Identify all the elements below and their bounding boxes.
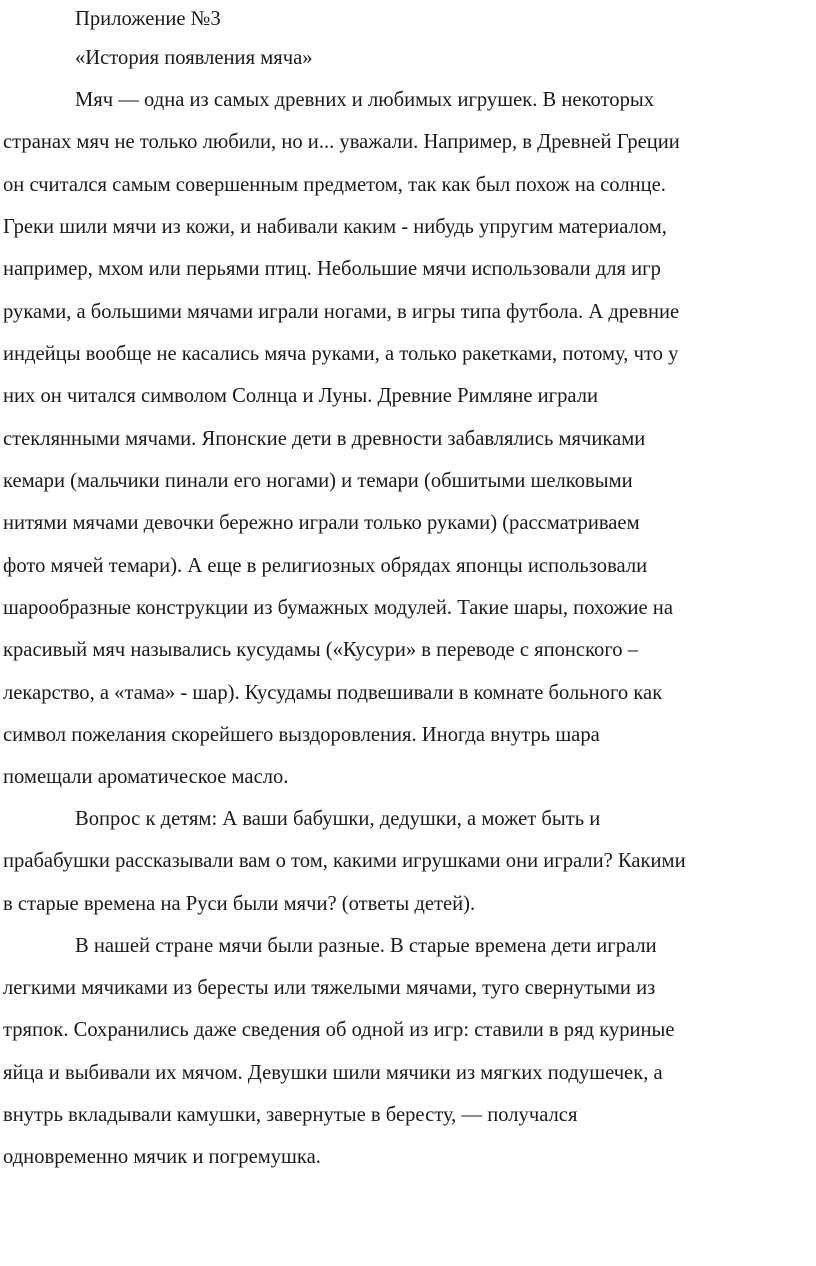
text-line: шарообразные конструкции из бумажных модулей. Такие шары, похожие на	[3, 597, 673, 619]
text-line: Греки шили мячи из кожи, и набивали каким - нибудь упругим материалом,	[3, 216, 667, 238]
text-line: фото мячей темари). А еще в религиозных обрядах японцы использовали	[3, 555, 648, 577]
text-line: стеклянными мячами. Японские дети в древности забавлялись мячиками	[3, 428, 646, 450]
text-line: тряпок. Сохранились даже сведения об одной из игр: ставили в ряд куриные	[3, 1019, 675, 1041]
text-line: нитями мячами девочки бережно играли только руками) (рассматриваем	[3, 512, 640, 534]
document-title: «История появления мяча»	[75, 47, 313, 69]
text-line: кемари (мальчики пинали его ногами) и темари (обшитыми шелковыми	[3, 470, 633, 492]
appendix-label: Приложение №3	[75, 8, 221, 30]
text-line: лекарство, а «тама» - шар). Кусудамы подвешивали в комнате больного как	[3, 682, 663, 704]
text-line: прабабушки рассказывали вам о том, какими игрушками они играли? Какими	[3, 850, 686, 872]
text-line: в старые времена на Руси были мячи? (ответы детей).	[3, 893, 476, 915]
text-line: яйца и выбивали их мячом. Девушки шили мячики из мягких подушечек, а	[3, 1062, 663, 1084]
text-line: индейцы вообще не касались мяча руками, а только ракетками, потому, что у	[3, 343, 679, 365]
text-line: В нашей стране мячи были разные. В старые времена дети играли	[75, 935, 657, 957]
text-line: странах мяч не только любили, но и... уважали. Например, в Древней Греции	[3, 131, 680, 153]
text-line: одновременно мячик и погремушка.	[3, 1146, 321, 1168]
text-line: внутрь вкладывали камушки, завернутые в бересту, — получался	[3, 1104, 578, 1126]
text-line: символ пожелания скорейшего выздоровления. Иногда внутрь шара	[3, 724, 600, 746]
text-line: красивый мяч назывались кусудамы («Кусури» в переводе с японского –	[3, 639, 639, 661]
text-line: Мяч — одна из самых древних и любимых игрушек. В некоторых	[75, 89, 655, 111]
text-line: легкими мячиками из бересты или тяжелыми мячами, туго свернутыми из	[3, 977, 656, 999]
text-line: он считался самым совершенным предметом, так как был похож на солнце.	[3, 174, 666, 196]
text-line: них он читался символом Солнца и Луны. Древние Римляне играли	[3, 385, 599, 407]
text-line: Вопрос к детям: А ваши бабушки, дедушки, а может быть и	[75, 808, 601, 830]
text-line: например, мхом или перьями птиц. Небольшие мячи использовали для игр	[3, 258, 661, 280]
text-line: помещали ароматическое масло.	[3, 766, 289, 788]
text-line: руками, а большими мячами играли ногами, в игры типа футбола. А древние	[3, 301, 680, 323]
